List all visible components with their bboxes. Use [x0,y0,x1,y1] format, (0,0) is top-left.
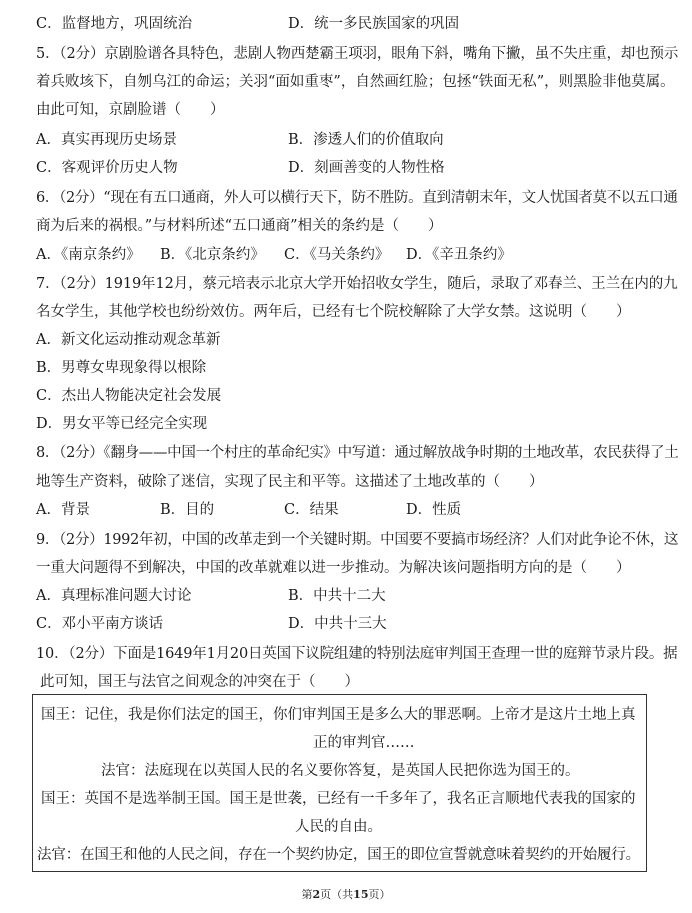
question-5-option-b: B．渗透人们的价值取向 [288,132,444,148]
material-line6: 法官：在国王和他的人民之间，存在一个契约协定，国王的即位宣誓就意味着契约的开始履行。 [37,847,640,863]
footer-page-number: 2 [312,888,321,901]
material-line1: 国王：记住，我是你们法定的国王，你们审判国王是多么大的罪恶啊。上帝才是这片土地上真 [41,707,636,723]
question-10-stem-line1: 10．（2分）下面是1649年1月20日英国下议院组建的特别法庭审判国王查理一世的庭辩节录片段。据 [36,646,678,662]
option-d: D．统一多民族国家的巩固 [288,16,460,32]
question-7-option-a: A．新文化运动推动观念革新 [36,332,221,348]
question-8-option-c: C．结果 [284,502,339,518]
question-5-stem-line2: 着兵败垓下，自刎乌江的命运；关羽“面如重枣”，自然画红脸；包拯“铁面无私”，则黑脸非他莫属。 [36,74,675,90]
question-7-option-d: D．男女平等已经完全实现 [36,416,208,432]
question-8-option-d: D．性质 [406,502,462,518]
question-7-stem-line1: 7．（2分）1919年12月，蔡元培表示北京大学开始招收女学生，随后，录取了邓春兰、王兰在内的九 [36,276,678,292]
material-line2: 正的审判官…… [313,735,415,751]
footer-mid: 页（共 [320,888,354,901]
question-9-option-a: A．真理标准问题大讨论 [36,588,192,604]
question-10-stem-line2: 此可知，国王与法官之间观念的冲突在于（ ） [40,674,359,690]
question-6-option-d: D．《辛丑条约》 [406,247,512,263]
question-7-option-b: B．男尊女卑现象得以根除 [36,360,207,376]
page-footer [0,887,692,903]
question-8-stem-line2: 地等生产资料，破除了迷信，实现了民主和平等。这描述了土地改革的（ ） [36,474,544,490]
material-box [32,694,647,872]
question-7-stem-line2: 名女学生，其他学校也纷纷效仿。两年后，已经有七个院校解除了大学女禁。这说明（ ） [36,304,631,320]
question-5-stem-line3: 由此可知，京剧脸谱（ ） [36,102,225,118]
question-9-stem-line2: 一重大问题得不到解决，中国的改革就难以进一步推动。为解决该问题指明方向的是（ ） [36,560,631,576]
question-9-option-d: D．中共十三大 [288,616,387,632]
material-line3: 法官：法庭现在以英国人民的名义要你答复，是英国人民把你选为国王的。 [101,763,580,779]
option-c: C．监督地方，巩固统治 [36,16,193,32]
question-5-option-d: D．刻画善变的人物性格 [288,160,445,176]
question-5-stem-line1: 5．（2分）京剧脸谱各具特色，悲剧人物西楚霸王项羽，眼角下斜，嘴角下撇，虽不失庄重，却也预示 [36,46,679,62]
question-8-option-b: B．目的 [160,502,215,518]
material-line5: 人民的自由。 [295,819,382,835]
question-6-option-b: B．《北京条约》 [160,247,265,263]
question-9-stem-line1: 9．（2分）1992年初，中国的改革走到一个关键时期。中国要不要搞市场经济？人们对此争论不休，这 [36,532,679,548]
question-6-stem-line2: 商为后来的祸根。”与材料所述“五口通商”相关的条约是（ ） [36,218,443,234]
material-line4: 国王：英国不是选举制王国。国王是世袭，已经有一千多年了，我名正言顺地代表我的国家的 [41,791,636,807]
footer-suffix: 页） [368,888,391,901]
question-6-option-c: C．《马关条约》 [284,247,390,263]
question-8-option-a: A．背景 [36,502,90,518]
footer-total-pages: 15 [353,888,369,901]
question-8-stem-line1: 8．（2分）《翻身——中国一个村庄的革命纪实》中写道：通过解放战争时期的土地改革，农民获得了土 [36,445,679,461]
question-5-option-a: A．真实再现历史场景 [36,132,177,148]
question-6-stem-line1: 6．（2分）“现在有五口通商，外人可以横行天下，防不胜防。直到清朝末年，文人忧国者莫不以五口通 [36,190,678,206]
question-7-option-c: C．杰出人物能决定社会发展 [36,388,222,404]
question-9-option-b: B．中共十二大 [288,588,386,604]
question-6-option-a: A．《南京条约》 [36,247,141,263]
footer-prefix: 第 [301,888,313,901]
question-5-option-c: C．客观评价历史人物 [36,160,178,176]
question-9-option-c: C．邓小平南方谈话 [36,616,164,632]
